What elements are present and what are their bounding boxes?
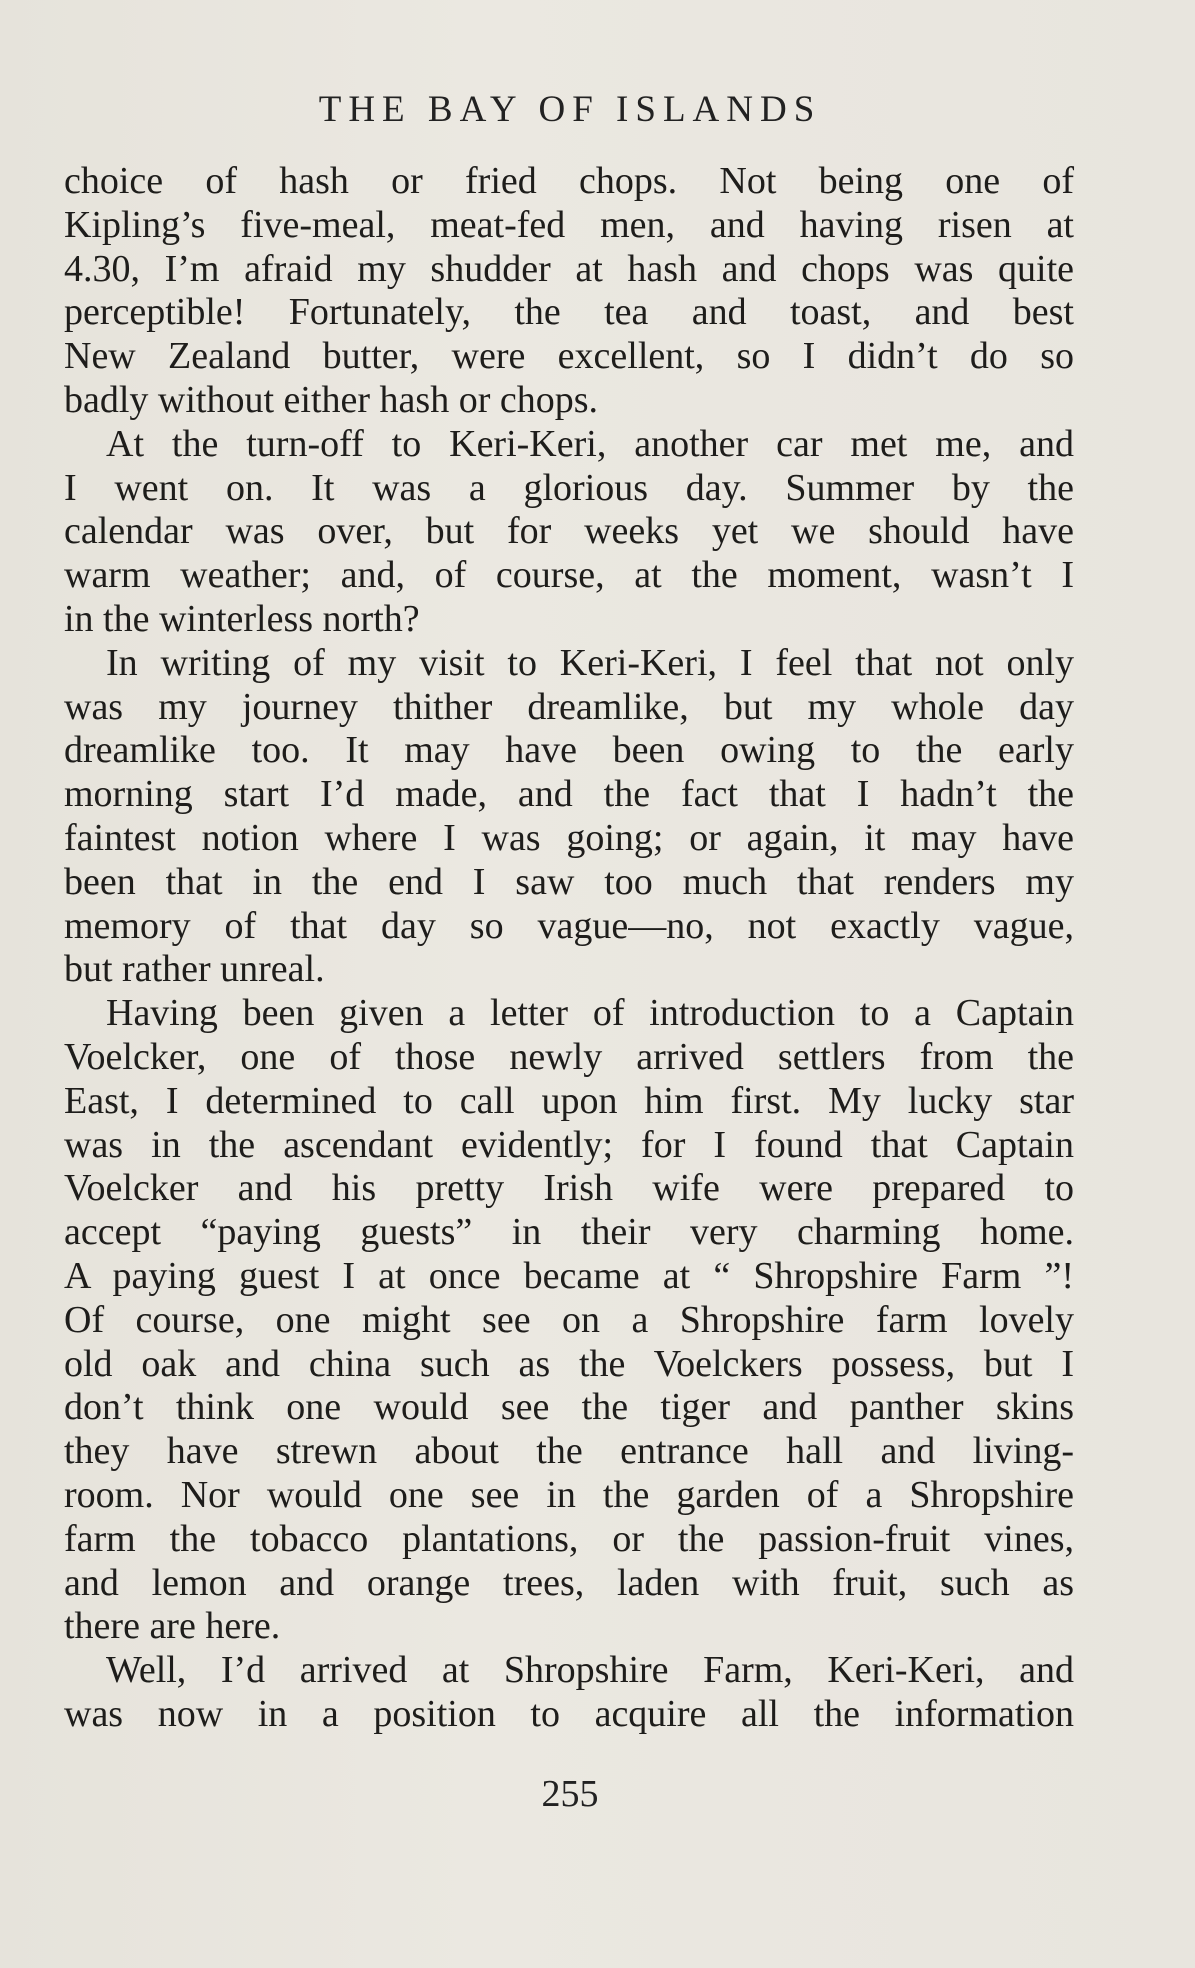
text-line: was now in a position to acquire all the information xyxy=(64,1692,1074,1735)
text-line: don’t think one would see the tiger and panther skins xyxy=(64,1386,1074,1429)
text-line: was in the ascendant evidently; for I found that Captain xyxy=(64,1123,1074,1166)
text-line: they have strewn about the entrance hall and living- xyxy=(64,1430,1074,1473)
text-line: room. Nor would one see in the garden of a Shropshire xyxy=(64,1473,1074,1516)
text-line: Kipling’s five-meal, meat-fed men, and having risen at xyxy=(64,203,1074,246)
page-number: 255 xyxy=(541,1773,599,1815)
text-line: farm the tobacco plantations, or the passion-fruit vines, xyxy=(64,1517,1074,1560)
running-head: THE BAY OF ISLANDS xyxy=(318,89,822,130)
text-line: badly without either hash or chops. xyxy=(64,378,599,421)
text-line: At the turn-off to Keri-Keri, another car met me, and xyxy=(106,422,1074,465)
text-line: and lemon and orange trees, laden with fruit, such as xyxy=(64,1561,1074,1604)
text-line: 4.30, I’m afraid my shudder at hash and chops was quite xyxy=(64,247,1074,290)
text-line: was my journey thither dreamlike, but my whole day xyxy=(64,685,1074,728)
text-line: but rather unreal. xyxy=(64,948,325,991)
text-line: perceptible! Fortunately, the tea and toast, and best xyxy=(64,291,1074,334)
text-line: accept “paying guests” in their very charming home. xyxy=(64,1211,1074,1254)
text-line: Voelcker, one of those newly arrived settlers from the xyxy=(64,1035,1074,1078)
text-line: choice of hash or fried chops. Not being one of xyxy=(64,160,1074,202)
text-line: Well, I’d arrived at Shropshire Farm, Keri-Keri, and xyxy=(106,1649,1074,1692)
text-line: Of course, one might see on a Shropshire farm lovely xyxy=(64,1298,1074,1341)
text-line: morning start I’d made, and the fact that I hadn’t the xyxy=(64,773,1074,816)
text-line: been that in the end I saw too much that renders my xyxy=(64,860,1074,903)
text-line: New Zealand butter, were excellent, so I didn’t do so xyxy=(64,335,1074,378)
text-line: In writing of my visit to Keri-Keri, I feel that not only xyxy=(106,641,1074,684)
text-line: memory of that day so vague—no, not exactly vague, xyxy=(64,904,1074,947)
text-line: warm weather; and, of course, at the moment, wasn’t I xyxy=(64,554,1074,597)
text-line: I went on. It was a glorious day. Summer by the xyxy=(64,466,1074,509)
text-line: dreamlike too. It may have been owing to the early xyxy=(64,729,1074,772)
text-line: faintest notion where I was going; or again, it may have xyxy=(64,816,1074,859)
body-text xyxy=(64,160,1074,1737)
text-line: old oak and china such as the Voelckers possess, but I xyxy=(64,1342,1074,1385)
text-line: Voelcker and his pretty Irish wife were prepared to xyxy=(64,1167,1074,1210)
text-line: in the winterless north? xyxy=(64,597,420,640)
text-line: East, I determined to call upon him first. My lucky star xyxy=(64,1079,1074,1122)
text-line: Having been given a letter of introduction to a Captain xyxy=(106,992,1074,1035)
text-line: there are here. xyxy=(64,1605,281,1648)
text-line: A paying guest I at once became at “ Shropshire Farm ”! xyxy=(64,1254,1074,1297)
text-line: calendar was over, but for weeks yet we should have xyxy=(64,510,1074,553)
